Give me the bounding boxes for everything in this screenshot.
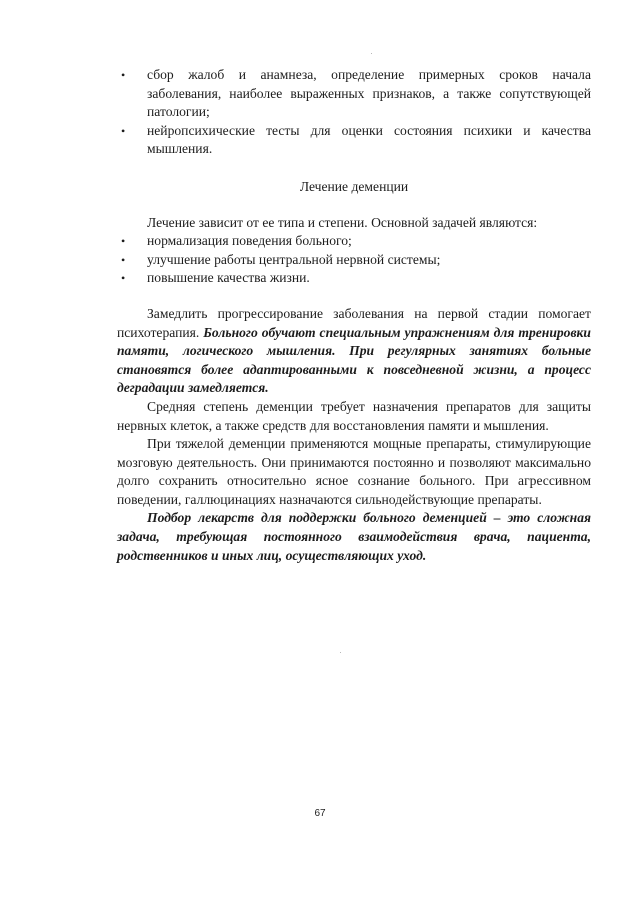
scan-speck-top	[371, 53, 372, 54]
early-stage-emphasis: Больного обучают специальным упражнениям для тренировки памяти, логического мышления. При регулярных занятиях больные становятся более адаптированными к повседневной жизни, а процесс деградации замедляется.	[117, 324, 591, 396]
diagnosis-list	[117, 66, 591, 159]
conclusion-paragraph: Подбор лекарств для поддержки больного деменцией – это сложная задача, требующая постоянного взаимодействия врача, пациента, родственников и иных лиц, осуществляющих уход.	[117, 510, 591, 563]
list-item	[117, 232, 591, 251]
treatment-goals-list	[117, 232, 591, 288]
section-heading: Лечение деменции	[299, 178, 409, 194]
list-item-text: улучшение работы центральной нервной системы;	[147, 251, 441, 267]
moderate-stage-paragraph: Средняя степень деменции требует назначения препаратов для защиты нервных клеток, а также средств для восстановления памяти и мышления.	[117, 398, 591, 433]
bullet-icon: •	[121, 68, 126, 82]
page-number: 67	[314, 808, 326, 819]
list-item	[117, 122, 591, 159]
paragraph-gap	[117, 288, 591, 305]
early-stage-paragraph	[117, 305, 591, 398]
bullet-icon: •	[121, 271, 126, 286]
page-content	[117, 66, 591, 565]
list-item-text: нейропсихические тесты для оценки состояния психики и качества мышления.	[147, 122, 591, 157]
list-item-text: повышение качества жизни.	[147, 270, 310, 286]
list-item	[117, 251, 591, 270]
bullet-icon: •	[121, 252, 126, 267]
early-stage-text: Замедлить прогрессирование заболевания на первой стадии помогает психотерапия.	[117, 305, 591, 340]
bullet-icon: •	[121, 234, 126, 249]
list-item-text: нормализация поведения больного;	[147, 233, 352, 249]
bullet-icon: •	[121, 123, 126, 138]
intro-paragraph: Лечение зависит от ее типа и степени. Основной задачей являются:	[147, 214, 538, 230]
list-item	[117, 269, 591, 288]
scan-speck-middle	[340, 652, 341, 653]
list-item	[117, 66, 591, 122]
severe-stage-paragraph: При тяжелой деменции применяются мощные препараты, стимулирующие мозговую деятельность. Они принимаются постоянно и позволяют максимально долго сохранить относительно ясное сознание больного. При агрессивном поведении, галлюцинациях назначаются сильнодействующие препараты.	[117, 436, 591, 507]
list-item-text: сбор жалоб и анамнеза, определение примерных сроков начала заболевания, наиболее выраженных признаков, а также сопутствующей патологии;	[147, 67, 591, 120]
